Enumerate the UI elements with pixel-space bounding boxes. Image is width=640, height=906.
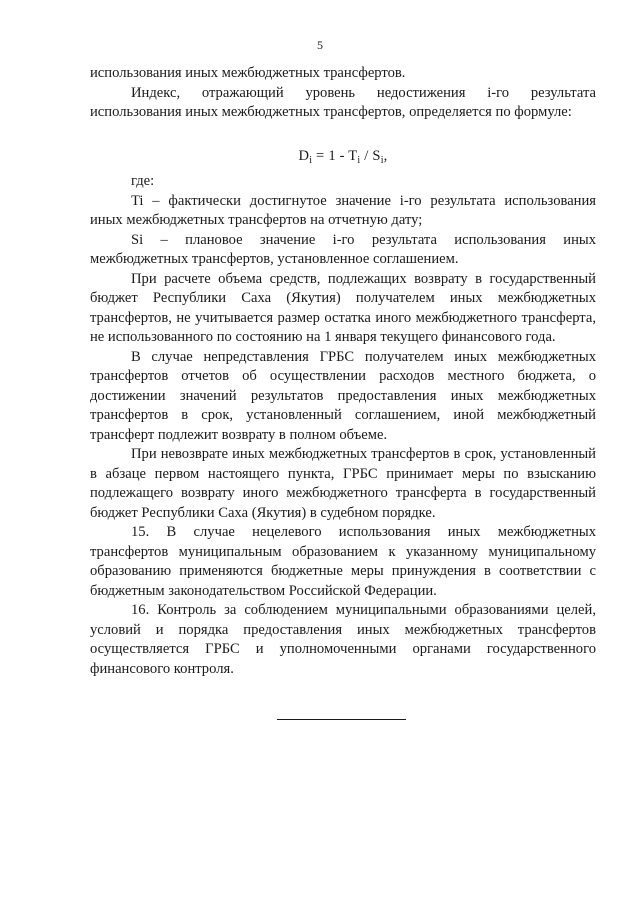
paragraph-index-definition: Индекс, отражающий уровень недостижения i-го результата использования иных межбюджетных трансфертов, определяется по формуле: [90, 84, 596, 120]
formula-div-subscript: i [380, 154, 384, 166]
paragraph-continuation: использования иных межбюджетных трансфертов. [90, 65, 406, 81]
document-body [90, 64, 596, 679]
page-number: 5 [317, 38, 323, 52]
paragraph-item-16: 16. Контроль за соблюдением муниципальными образованиями целей, условий и порядка предоставления иных межбюджетных трансфертов осуществляется ГРБС и уполномоченными органами государственного финансового контроля. [90, 602, 596, 677]
formula-mid: = 1 - T [312, 147, 358, 164]
paragraph-item-15: 15. В случае нецелевого использования иных межбюджетных трансфертов муниципальным образованием к указанному муниципальному образованию применяются бюджетные меры принуждения в соответствии с бюджетным законодательством Российской Федерации. [90, 524, 596, 599]
paragraph-return-calculation: При расчете объема средств, подлежащих возврату в государственный бюджет Республики Саха (Якутия) получателем иных межбюджетных трансфертов, не учитывается размер остатка иного межбюджетного трансферта, не использованного по состоянию на 1 января текущего финансового года. [90, 270, 596, 345]
end-of-document-rule [277, 719, 406, 720]
paragraph-ti-definition: Ti – фактически достигнутое значение i-го результата использования иных межбюджетных трансфертов на отчетную дату; [90, 192, 596, 228]
formula [90, 147, 596, 167]
formula-end: , [383, 147, 388, 164]
formula-lhs: D [298, 147, 310, 164]
paragraph-si-definition: Si – плановое значение i-го результата использования иных межбюджетных трансфертов, установленное соглашением. [90, 231, 596, 267]
formula-div: / S [360, 147, 381, 164]
paragraph-where: где: [131, 173, 155, 189]
formula-mid-subscript: i [357, 154, 361, 166]
paragraph-non-return: При невозврате иных межбюджетных трансфертов в срок, установленный в абзаце первом настоящего пункта, ГРБС принимает меры по взысканию подлежащего возврату иного межбюджетного трансферта в государственный бюджет Республики Саха (Якутия) в судебном порядке. [90, 446, 596, 521]
paragraph-non-submission: В случае непредставления ГРБС получателем иных межбюджетных трансфертов отчетов об осуществлении расходов местного бюджета, о достижении значений результатов предоставления иных межбюджетных трансфертов в срок, установленный соглашением, иной межбюджетный трансферт подлежит возврату в полном объеме. [90, 348, 596, 443]
formula-lhs-subscript: i [309, 154, 313, 166]
